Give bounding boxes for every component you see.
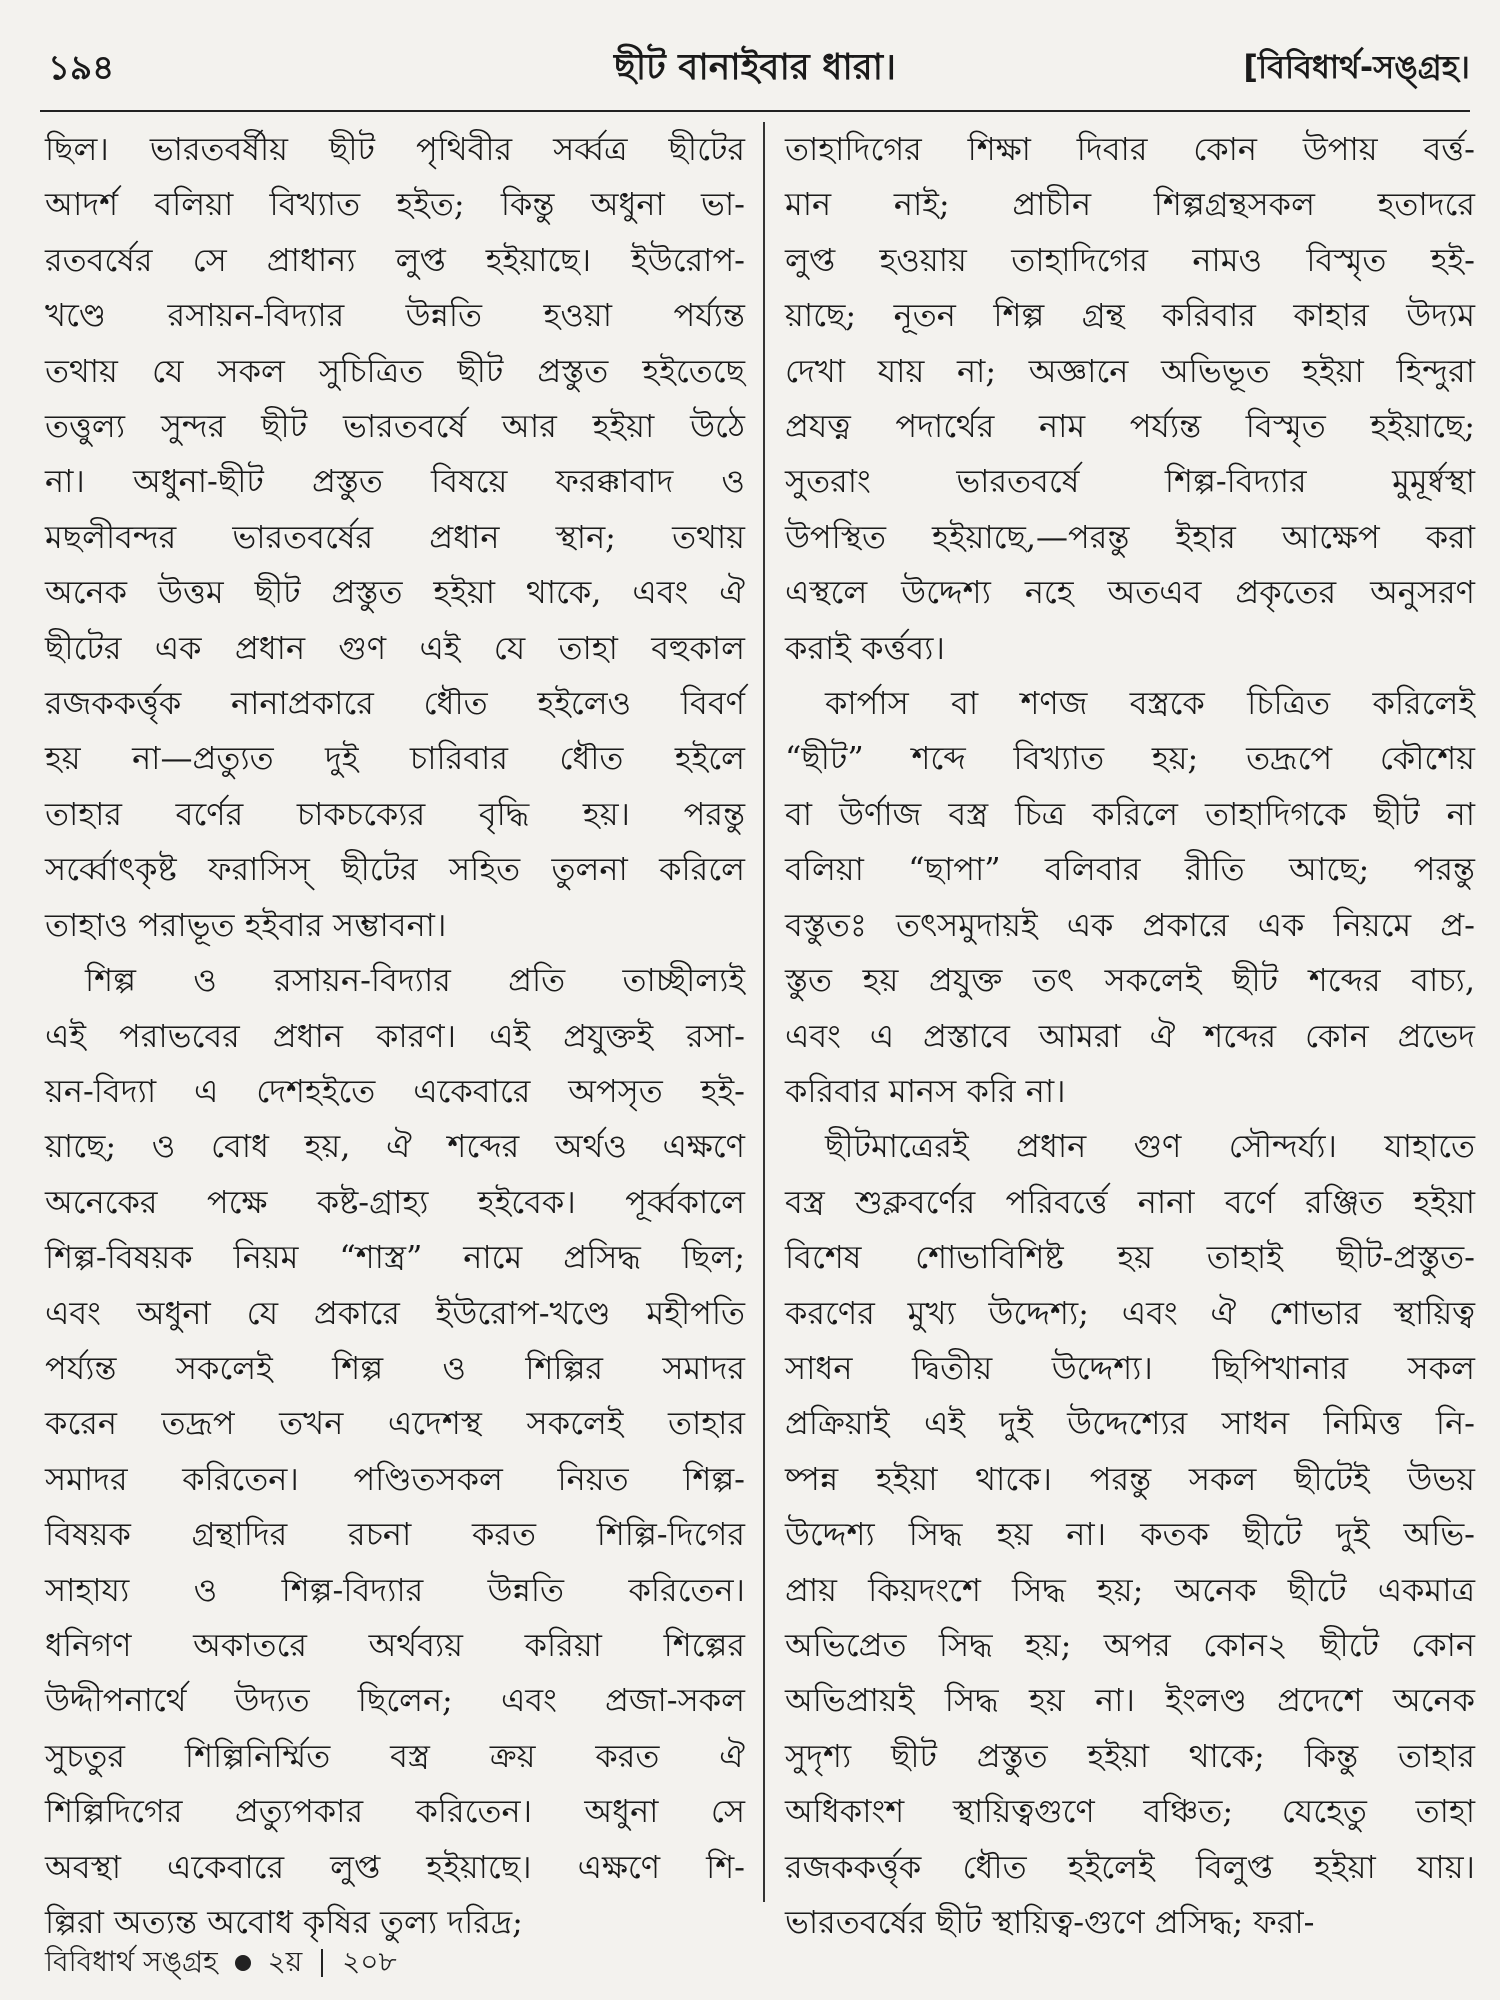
- footer-publication: বিবিধার্থ সঙ্গ্রহ: [45, 1945, 218, 1978]
- text-line: অবস্থা একেবারে লুপ্ত হইয়াছে। এক্ষণে শি-: [45, 1847, 745, 1886]
- text-line: উদ্দেশ্য সিদ্ধ হয় না। কতক ছীটে দুই অভি-: [785, 1515, 1475, 1554]
- text-line: তাহাও পরাভূত হইবার সম্ভাবনা।: [45, 905, 447, 944]
- text-line: করাই কর্ত্তব্য।: [785, 628, 945, 667]
- text-line: স্তুত হয় প্রযুক্ত তৎ সকলেই ছীট শব্দের বাচ্য,: [785, 961, 1475, 1000]
- text-line: সমাদর করিতেন। পণ্ডিতসকল নিয়ত শিল্প-: [45, 1459, 745, 1498]
- section-title: [বিবিধার্থ-সঙ্গ্রহ।: [1243, 48, 1470, 86]
- text-line: পর্য্যন্ত সকলেই শিল্প ও শিল্পির সমাদর: [45, 1348, 745, 1387]
- page-number: ১৯৪: [48, 48, 115, 88]
- text-line: আদর্শ বলিয়া বিখ্যাত হইত; কিন্তু অধুনা ভা-: [45, 185, 745, 224]
- text-line: অভিপ্রায়ই সিদ্ধ হয় না। ইংলণ্ড প্রদেশে অনেক: [785, 1681, 1475, 1720]
- running-title: ছীট বানাইবার ধারা।: [614, 47, 896, 88]
- text-line: শিল্প ও রসায়ন-বিদ্যার প্রতি তাচ্ছীল্যই: [85, 961, 745, 1000]
- text-line: সাধন দ্বিতীয় উদ্দেশ্য। ছিপিখানার সকল: [785, 1348, 1475, 1387]
- footer-volume: ২য়: [267, 1945, 303, 1978]
- text-line: খণ্ডে রসায়ন-বিদ্যার উন্নতি হওয়া পর্য্যন্ত: [45, 296, 745, 335]
- text-line: য়ন-বিদ্যা এ দেশহইতে একেবারে অপসৃত হই-: [45, 1071, 745, 1110]
- text-line: ল্পিরা অত্যন্ত অবোধ কৃষির তুল্য দরিদ্র;: [45, 1903, 523, 1941]
- text-line: সাহায্য ও শিল্প-বিদ্যার উন্নতি করিতেন।: [45, 1570, 745, 1609]
- text-line: তত্তুল্য সুন্দর ছীট ভারতবর্ষে আর হইয়া উঠে: [45, 407, 745, 446]
- text-line: অভিপ্রেত সিদ্ধ হয়; অপর কোন২ ছীটে কোন: [785, 1625, 1475, 1664]
- text-line: দেখা যায় না; অজ্ঞানে অভিভূত হইয়া হিন্দুরা: [785, 351, 1475, 390]
- footer-page: ২০৮: [342, 1945, 397, 1978]
- text-line: ভারতবর্ষের ছীট স্থায়িত্ব-গুণে প্রসিদ্ধ; ফরা-: [785, 1903, 1315, 1941]
- text-line: প্রক্রিয়াই এই দুই উদ্দেশ্যের সাধন নিমিত্ত নি-: [785, 1404, 1475, 1443]
- text-line: য়াছে; ও বোধ হয়, ঐ শব্দের অর্থও এক্ষণে: [45, 1127, 745, 1166]
- text-line: সুদৃশ্য ছীট প্রস্তুত হইয়া থাকে; কিন্তু তাহার: [785, 1736, 1475, 1775]
- text-line: অনেকের পক্ষে কষ্ট-গ্রাহ্য হইবেক। পূর্ব্বকালে: [45, 1182, 745, 1221]
- text-line: প্রায় কিয়দংশে সিদ্ধ হয়; অনেক ছীটে একমাত্র: [785, 1570, 1475, 1609]
- text-line: রজককর্ত্তৃক নানাপ্রকারে ধৌত হইলেও বিবর্ণ: [45, 684, 745, 723]
- text-line: ছিল। ভারতবর্ষীয় ছীট পৃথিবীর সর্ব্বত্র ছীটের: [45, 130, 745, 168]
- text-line: শিল্প-বিষয়ক নিয়ম “শাস্ত্র” নামে প্রসিদ্ধ ছিল;: [45, 1238, 745, 1277]
- bullet-icon: [235, 1955, 251, 1971]
- text-line: লুপ্ত হওয়ায় তাহাদিগের নামও বিস্মৃত হই-: [785, 240, 1475, 279]
- text-line: অধিকাংশ স্থায়িত্বগুণে বঞ্চিত; যেহেতু তাহা: [785, 1792, 1475, 1831]
- text-line: করিবার মানস করি না।: [785, 1071, 1066, 1110]
- text-line: “ছীট” শব্দে বিখ্যাত হয়; তদ্রূপে কৌশেয়: [785, 739, 1475, 778]
- text-line: অনেক উত্তম ছীট প্রস্তুত হইয়া থাকে, এবং ঐ: [45, 573, 745, 612]
- page-header: [40, 30, 1470, 112]
- text-line: মান নাই; প্রাচীন শিল্পগ্রন্থসকল হতাদরে: [785, 185, 1475, 224]
- text-line: সুচতুর শিল্পিনির্ম্মিত বস্ত্র ক্রয় করত ঐ: [45, 1736, 745, 1775]
- text-line: সর্ব্বোৎকৃষ্ট ফরাসিস্ ছীটের সহিত তুলনা করিলে: [45, 850, 745, 889]
- text-line: বস্ত্র শুক্লবর্ণের পরিবর্ত্তে নানা বর্ণে রঞ্জিত হইয়া: [785, 1182, 1475, 1221]
- text-line: শিল্পিদিগের প্রত্যুপকার করিতেন। অধুনা সে: [45, 1792, 745, 1831]
- footer-separator: [321, 1949, 323, 1977]
- text-line: কার্পাস বা শণজ বস্ত্রকে চিত্রিত করিলেই: [825, 684, 1475, 723]
- text-line: এবং এ প্রস্তাবে আমরা ঐ শব্দের কোন প্রভেদ: [785, 1016, 1475, 1055]
- text-line: তথায় যে সকল সুচিত্রিত ছীট প্রস্তুত হইতেছে: [45, 351, 745, 390]
- text-line: বিষয়ক গ্রন্থাদির রচনা করত শিল্পি-দিগের: [45, 1515, 745, 1554]
- text-line: ধনিগণ অকাতরে অর্থব্যয় করিয়া শিল্পের: [45, 1625, 745, 1664]
- text-line: ষ্পন্ন হইয়া থাকে। পরন্তু সকল ছীটেই উভয়: [785, 1459, 1475, 1498]
- text-line: তাহার বর্ণের চাকচক্যের বৃদ্ধি হয়। পরন্তু: [45, 794, 745, 833]
- text-line: করণের মুখ্য উদ্দেশ্য; এবং ঐ শোভার স্থায়িত্ব: [785, 1293, 1475, 1332]
- text-line: বা উর্ণাজ বস্ত্র চিত্র করিলে তাহাদিগকে ছীট না: [785, 794, 1475, 833]
- text-line: এবং অধুনা যে প্রকারে ইউরোপ-খণ্ডে মহীপতি: [45, 1293, 745, 1332]
- text-line: করেন তদ্রূপ তখন এদেশস্থ সকলেই তাহার: [45, 1404, 745, 1443]
- text-line: রজককর্ত্তৃক ধৌত হইলেই বিলুপ্ত হইয়া যায়।: [785, 1847, 1475, 1886]
- text-line: বস্তুতঃ তৎসমুদায়ই এক প্রকারে এক নিয়মে প্র-: [785, 905, 1475, 944]
- text-line: ছীটমাত্রেরই প্রধান গুণ সৌন্দর্য্য। যাহাতে: [825, 1127, 1475, 1166]
- page-footer: [45, 1940, 397, 1987]
- right-column: [785, 122, 1475, 1941]
- column-divider: [763, 122, 765, 1902]
- text-line: এস্থলে উদ্দেশ্য নহে অতএব প্রকৃতের অনুসরণ: [785, 573, 1475, 612]
- text-line: বিশেষ শোভাবিশিষ্ট হয় তাহাই ছীট-প্রস্তুত-: [785, 1238, 1475, 1277]
- text-line: বলিয়া “ছাপা” বলিবার রীতি আছে; পরন্তু: [785, 850, 1475, 889]
- text-line: রতবর্ষের সে প্রাধান্য লুপ্ত হইয়াছে। ইউরোপ-: [45, 240, 745, 279]
- text-line: য়াছে; নূতন শিল্প গ্রন্থ করিবার কাহার উদ্যম: [785, 296, 1475, 335]
- text-line: এই পরাভবের প্রধান কারণ। এই প্রযুক্তই রসা-: [45, 1016, 745, 1055]
- left-column: [45, 122, 745, 1941]
- text-line: প্রযত্ন পদার্থের নাম পর্য্যন্ত বিস্মৃত হইয়াছে;: [785, 407, 1475, 446]
- text-line: না। অধুনা-ছীট প্রস্তুত বিষয়ে ফরক্কাবাদ ও: [45, 462, 745, 501]
- text-line: উদ্দীপনার্থে উদ্যত ছিলেন; এবং প্রজা-সকল: [45, 1681, 745, 1720]
- text-line: উপস্থিত হইয়াছে,—পরন্তু ইহার আক্ষেপ করা: [785, 517, 1475, 556]
- text-line: মছলীবন্দর ভারতবর্ষের প্রধান স্থান; তথায়: [45, 517, 745, 556]
- text-line: সুতরাং ভারতবর্ষে শিল্প-বিদ্যার মুমূর্ষ্বস্থা: [785, 462, 1475, 501]
- text-line: ছীটের এক প্রধান গুণ এই যে তাহা বহুকাল: [45, 628, 745, 667]
- text-line: তাহাদিগের শিক্ষা দিবার কোন উপায় বর্ত্ত-: [785, 130, 1475, 168]
- text-line: হয় না—প্রত্যুত দুই চারিবার ধৌত হইলে: [45, 739, 745, 778]
